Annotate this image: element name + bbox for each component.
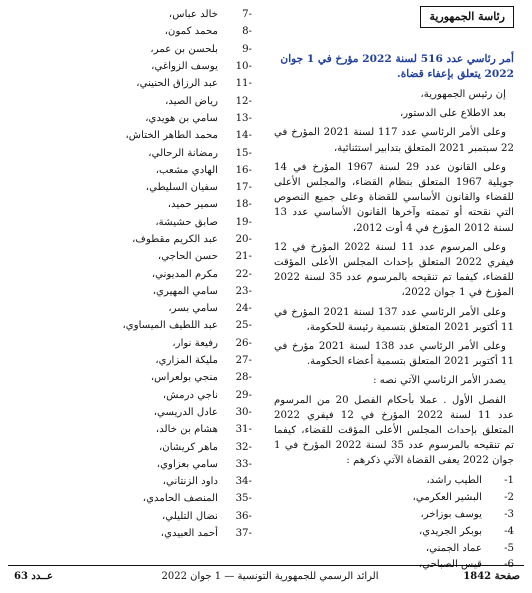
list-item xyxy=(10,92,260,109)
item-name: نضال التليلي، xyxy=(161,510,218,522)
item-name: هشام بن خالد، xyxy=(155,424,218,436)
item-name: البشير العكرمي، xyxy=(412,492,482,504)
item-number: -27 xyxy=(235,355,252,367)
list-item xyxy=(10,508,260,525)
decree-column xyxy=(274,6,514,573)
list-item xyxy=(10,110,260,127)
list-item xyxy=(10,283,260,300)
decree-title: أمر رئاسي عدد 516 لسنة 2022 مؤرخ في 1 جوان 2022 يتعلق بإعفاء قضاة. xyxy=(280,53,514,80)
item-name: رفيعة نوار، xyxy=(172,337,218,349)
item-name: محمد الطاهر الختاش، xyxy=(125,130,218,142)
item-number: 2- xyxy=(504,492,514,504)
item-name: سامي بعزاوي، xyxy=(156,458,218,470)
item-number: 3- xyxy=(504,509,514,521)
decree-paragraph: وعلى الأمر الرئاسي عدد 117 لسنة 2021 المؤرخ في 22 سبتمبر 2021 المتعلق بتدابير استثنائية، xyxy=(274,127,514,154)
list-item xyxy=(10,473,260,490)
list-item xyxy=(10,300,260,317)
item-number: -12 xyxy=(235,95,252,107)
item-name: يوسف بوزاخر، xyxy=(420,509,482,521)
decree-paragraph: يصدر الأمر الرئاسي الآتي نصه : xyxy=(373,375,506,387)
item-name: عادل الدريسي، xyxy=(153,406,218,418)
list-item xyxy=(10,162,260,179)
footer-divider xyxy=(8,565,524,566)
item-name: بلحسن بن عمر، xyxy=(150,43,218,55)
item-name: عبد الكريم مقطوف، xyxy=(132,234,218,245)
decree-paragraph: وعلى الأمر الرئاسي عدد 138 لسنة 2021 مؤرخ في 11 أكتوبر 2021 المتعلق بتسمية أعضاء الحكومة. xyxy=(274,341,514,368)
item-number: -31 xyxy=(235,424,252,436)
item-number: -9 xyxy=(242,43,252,55)
item-name: رمضانة الرحالي، xyxy=(148,147,218,159)
item-name: يوسف الزواغي، xyxy=(151,61,218,73)
list-item xyxy=(10,58,260,75)
item-name: مكرم المديوني، xyxy=(151,268,218,280)
decree-paragraph: وعلى القانون عدد 29 لسنة 1967 المؤرخ في 14 جويلية 1967 المتعلق بنظام القضاء، والمجلس الأعلى للقضاء والقانون الأساسي للقضاة وعلى جميع النصوص التي نقحته أو تممته وآخرها القانون الأساسي عدد 13 لسنة 2012 المؤرخ في 4 أوت 2012، xyxy=(274,161,515,234)
item-number: -15 xyxy=(235,147,252,159)
item-number: 4- xyxy=(504,525,514,537)
item-name: خالد عباس، xyxy=(168,9,218,21)
item-number: -29 xyxy=(235,389,252,401)
item-name: داود الزنتاني، xyxy=(162,476,218,488)
item-number: -14 xyxy=(235,130,252,142)
publication-title: الرائد الرسمي للجمهورية التونسية — 1 جوان 2022 xyxy=(161,571,379,582)
list-item xyxy=(10,456,260,473)
item-name: قيس الصباحي، xyxy=(418,559,482,571)
item-number: -37 xyxy=(235,528,252,540)
item-name: مليكة المزاري، xyxy=(155,355,218,367)
item-name: بوبكر الجريدي، xyxy=(419,525,482,537)
list-item xyxy=(10,248,260,265)
item-number: -18 xyxy=(235,199,252,211)
item-name: رياض الصيد، xyxy=(165,95,218,107)
page-number: صفحة 1842 xyxy=(463,571,520,582)
list-item xyxy=(10,231,260,248)
page-footer xyxy=(0,571,532,585)
item-name: سامي بن هويدي، xyxy=(145,112,218,124)
list-item xyxy=(10,335,260,352)
item-number: -20 xyxy=(235,234,252,245)
item-number: -32 xyxy=(235,441,252,453)
item-number: -33 xyxy=(235,458,252,470)
item-number: -11 xyxy=(235,78,252,90)
item-name: ناجي درمش، xyxy=(162,389,218,401)
item-name: سامي بسر، xyxy=(168,303,218,315)
decree-paragraph: بعد الاطلاع على الدستور، xyxy=(399,108,506,120)
item-number: 1- xyxy=(504,475,514,487)
item-number: -34 xyxy=(235,476,252,488)
item-number: -30 xyxy=(235,406,252,418)
list-item xyxy=(10,179,260,196)
item-number: -8 xyxy=(242,26,252,38)
list-item xyxy=(274,540,514,557)
item-number: -28 xyxy=(235,372,252,384)
list-item xyxy=(274,506,514,523)
list-item xyxy=(274,523,514,540)
item-name: عبد الرزاق الحنيني، xyxy=(136,78,218,90)
list-item xyxy=(10,41,260,58)
decree-paragraph: وعلى المرسوم عدد 11 لسنة 2022 المؤرخ في 12 فيفري 2022 المتعلق بإحداث المجلس الأعلى المؤقت للقضاء، كيفما تم تنقيحه بالمرسوم عدد 35 لسنة 2022 المؤرخ في 1 جوان 2022، xyxy=(274,241,514,299)
item-name: عبد اللطيف الميساوي، xyxy=(122,320,218,332)
decree-paragraph: إن رئيس الجمهورية، xyxy=(420,89,506,100)
list-item xyxy=(10,404,260,421)
list-item xyxy=(10,525,260,542)
item-number: -21 xyxy=(235,251,252,263)
item-number: -26 xyxy=(235,337,252,349)
item-name: الهادي مشعب، xyxy=(155,164,218,176)
list-item xyxy=(10,438,260,455)
item-number: 6- xyxy=(504,559,514,571)
list-item xyxy=(10,196,260,213)
list-item xyxy=(10,214,260,231)
list-item xyxy=(10,75,260,92)
item-name: المنصف الحامدي، xyxy=(142,493,218,505)
item-name: صابق حشيشة، xyxy=(155,216,218,228)
list-item xyxy=(10,127,260,144)
decree-paragraph: وعلى الأمر الرئاسي عدد 137 لسنة 2021 المؤرخ في 11 أكتوبر 2021 المتعلق بتسمية رئيسة للحكومة، xyxy=(274,306,514,333)
list-item xyxy=(10,23,260,40)
item-number: 5- xyxy=(504,542,514,554)
item-number: -16 xyxy=(235,164,252,176)
item-name: حسن الحاجي، xyxy=(157,251,218,263)
list-item xyxy=(10,421,260,438)
item-number: -25 xyxy=(235,320,252,332)
list-item xyxy=(10,265,260,282)
item-number: -23 xyxy=(235,285,252,297)
list-item xyxy=(10,387,260,404)
item-number: -13 xyxy=(235,112,252,124)
list-item xyxy=(10,144,260,161)
judges-list-part-2 xyxy=(10,6,260,542)
item-number: -36 xyxy=(235,510,252,522)
item-number: -24 xyxy=(235,303,252,315)
item-number: -17 xyxy=(235,182,252,194)
item-name: منجي بولعراس، xyxy=(150,372,218,384)
section-header: رئاسة الجمهورية xyxy=(420,6,514,28)
list-item xyxy=(10,490,260,507)
item-name: محمد كمون، xyxy=(164,26,218,38)
item-number: -35 xyxy=(235,493,252,505)
item-name: سمير حميد، xyxy=(167,199,218,211)
item-name: عماد الجمني، xyxy=(425,542,482,554)
list-item xyxy=(274,489,514,506)
decree-paragraph: الفصل الأول . عملا بأحكام الفصل 20 من المرسوم عدد 11 لسنة 2022 المؤرخ في 12 فيفري 2022 المتعلق بإحداث المجلس الأعلى المؤقت للقضاء، كيفما تم تنقيحه بالمرسوم عدد 35 لسنة 2022 المؤرخ في 1 جوان 2022 يعفى القضاة الآتي ذكرهم : xyxy=(274,394,514,467)
item-name: ماهر كريشان، xyxy=(158,441,218,453)
item-number: -10 xyxy=(235,61,252,73)
list-item xyxy=(10,369,260,386)
item-name: سامي المهيري، xyxy=(152,285,218,297)
item-name: سفيان السليطي، xyxy=(145,182,218,194)
judges-list-part-1 xyxy=(274,473,514,574)
list-item xyxy=(10,317,260,334)
list-item xyxy=(274,473,514,490)
item-number: -22 xyxy=(235,268,252,280)
list-item xyxy=(10,352,260,369)
issue-number: عــدد 63 xyxy=(14,571,53,582)
item-number: -19 xyxy=(235,216,252,228)
item-number: -7 xyxy=(242,9,252,21)
item-name: الطيب راشد، xyxy=(426,475,482,487)
list-item xyxy=(10,6,260,23)
item-name: أحمد العبيدي، xyxy=(160,528,218,540)
